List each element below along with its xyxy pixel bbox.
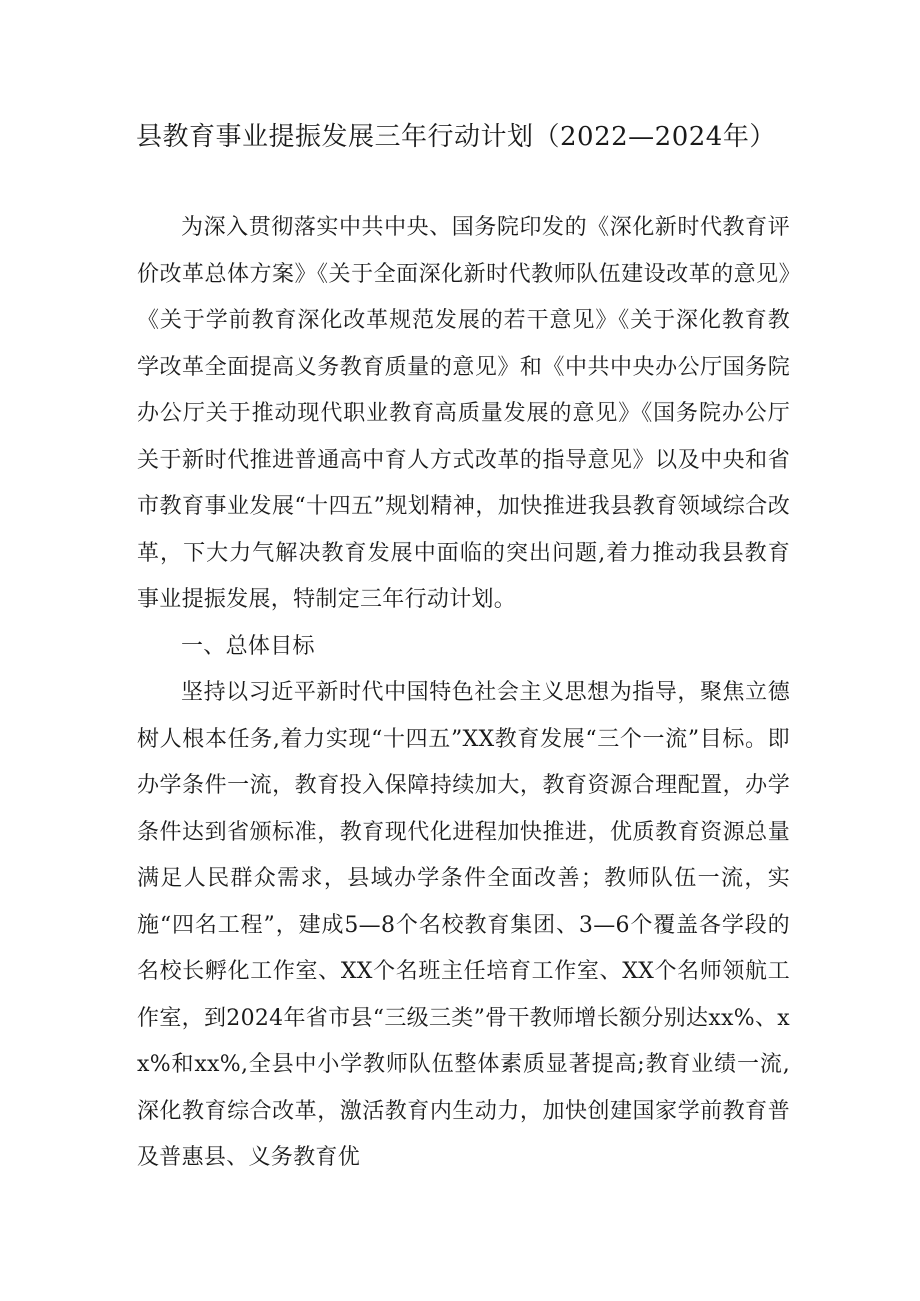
document-body: [137, 205, 790, 1182]
section-paragraph-overall-goals: 坚持以习近平新时代中国特色社会主义思想为指导，聚焦立德树人根本任务,着力实现“十四五”XX教育发展“三个一流”目标。即办学条件一流，教育投入保障持续加大，教育资源合理配置，办学条件达到省颁标准，教育现代化进程加快推进，优质教育资源总量满足人民群众需求，县域办学条件全面改善；教师队伍一流，实施“四名工程”，建成5—8个名校教育集团、3—6个覆盖各学段的名校长孵化工作室、XX个名班主任培育工作室、XX个名师领航工作室，到2024年省市县“三级三类”骨干教师增长额分别达xx%、xx%和xx%,全县中小学教师队伍整体素质显著提高;教育业绩一流,深化教育综合改革，激活教育内生动力，加快创建国家学前教育普及普惠县、义务教育优: [137, 680, 790, 1170]
document-title: 县教育事业提振发展三年行动计划（2022—2024年）: [136, 122, 776, 152]
section-heading-overall-goals: 一、总体目标: [181, 633, 315, 659]
intro-paragraph: 为深入贯彻落实中共中央、国务院印发的《深化新时代教育评价改革总体方案》《关于全面深化新时代教师队伍建设改革的意见》《关于学前教育深化改革规范发展的若干意见》《关于深化教育教学改革全面提高义务教育质量的意见》和《中共中央办公厅国务院办公厅关于推动现代职业教育高质量发展的意见》《国务院办公厅关于新时代推进普通高中育人方式改革的指导意见》以及中央和省市教育事业发展“十四五”规划精神，加快推进我县教育领域综合改革，下大力气解决教育发展中面临的突出问题,着力推动我县教育事业提振发展，特制定三年行动计划。: [137, 215, 790, 612]
